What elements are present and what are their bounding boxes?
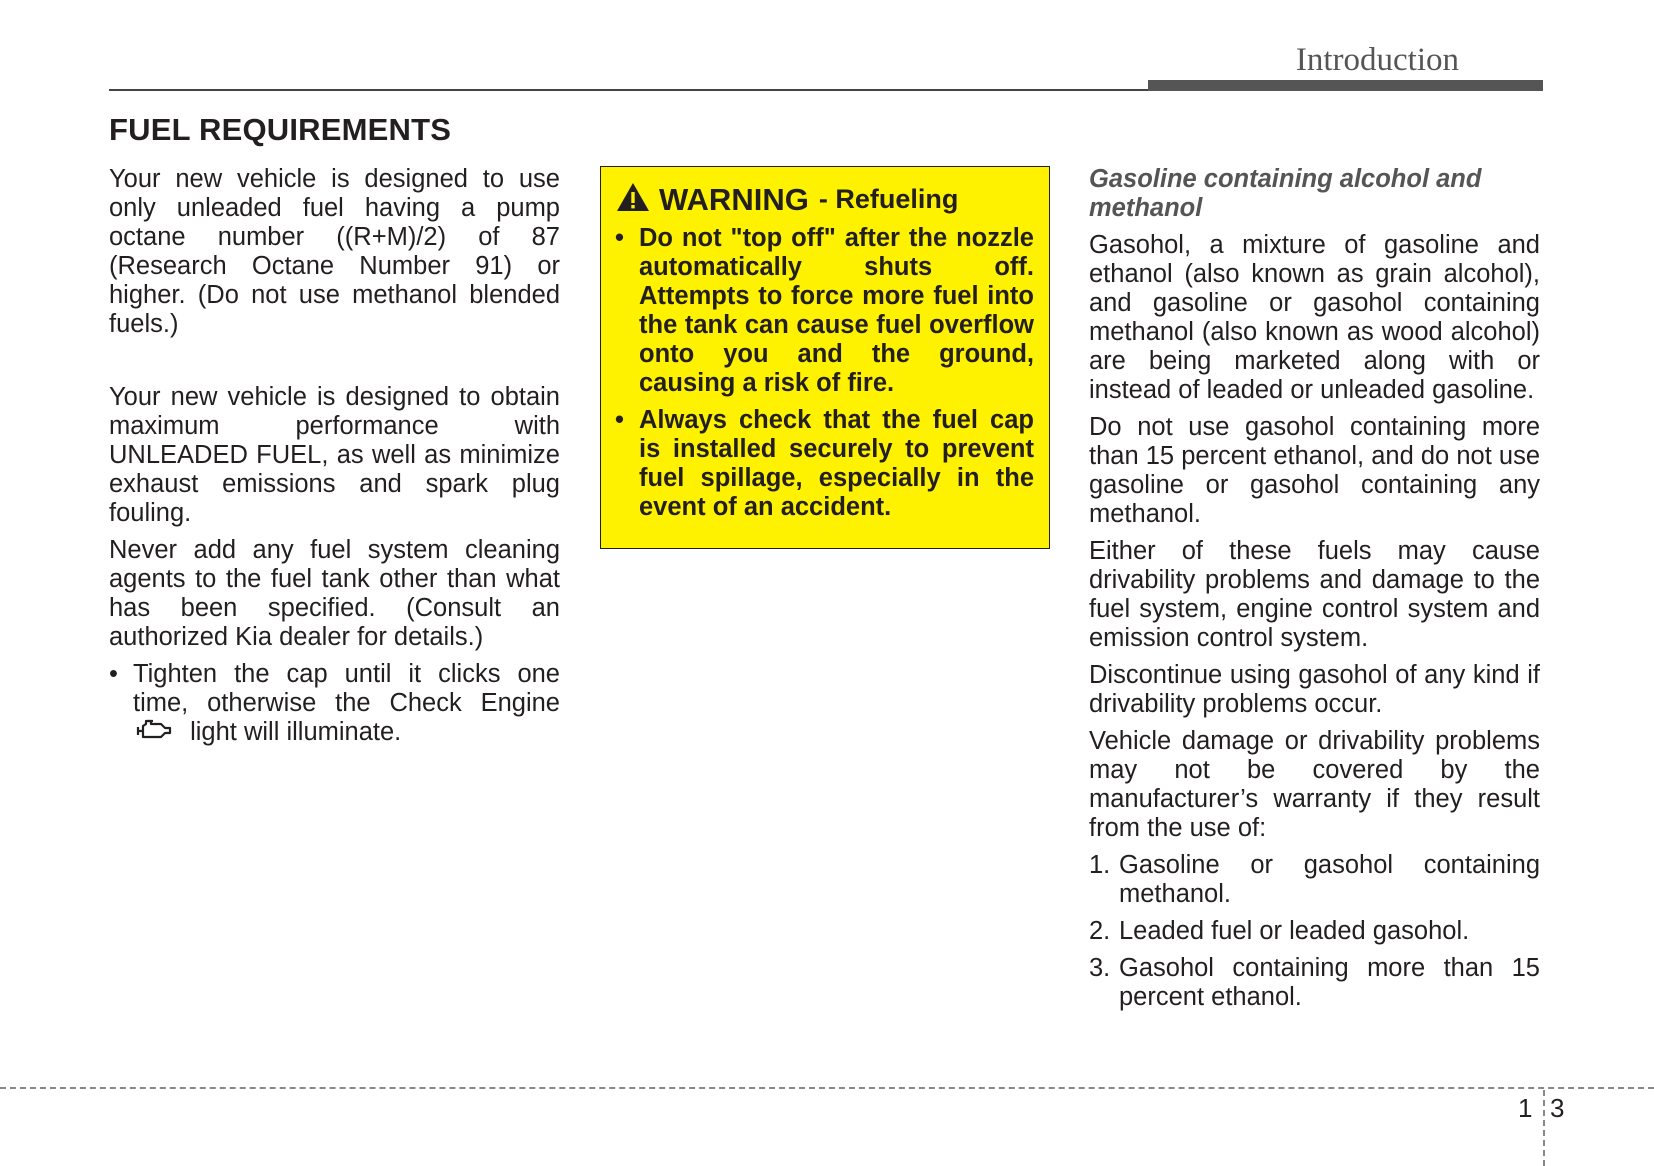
list-text: Gasoline or gasohol containing methanol. (1119, 851, 1540, 908)
check-engine-icon (135, 718, 175, 749)
bullet-item (109, 660, 560, 749)
paragraph: Vehicle damage or drivability problems may not be covered by the manufacturer’s warranty if they result from the use of: (1089, 727, 1540, 842)
footer-dashed-rule (0, 1087, 1654, 1089)
paragraph: Your new vehicle is designed to obtain maximum performance with UNLEADED FUEL, as well as minimize exhaust emissions and spark plug fouling. (109, 383, 560, 527)
warning-label: WARNING (659, 181, 809, 217)
paragraph: Gasohol, a mixture of gasoline and ethanol (also known as grain alcohol), and gasoline or gasohol containing methanol (also known as wood alcohol) are being marketed along with or instead of leaded or unleaded gasoline. (1089, 231, 1540, 404)
bullet-mark: • (615, 406, 624, 434)
bullet-mark: • (109, 660, 118, 688)
paragraph: Do not use gasohol containing more than 15 percent ethanol, and do not use gasoline or gasohol containing any methanol. (1089, 413, 1540, 528)
list-item (1089, 954, 1540, 1012)
header-rule (109, 89, 1148, 91)
warning-item-text: Do not "top off" after the nozzle automatically shuts off. Attempts to force more fuel into the tank can cause fuel overflow onto you and the ground, causing a risk of fire. (639, 224, 1034, 397)
warning-item-text: Always check that the fuel cap is installed securely to prevent fuel spillage, especially in the event of an accident. (639, 406, 1034, 521)
right-column (1089, 165, 1540, 1012)
paragraph: Either of these fuels may cause drivability problems and damage to the fuel system, engine control system and emission control system. (1089, 537, 1540, 652)
warning-item (615, 224, 1034, 398)
header-title: Introduction (1295, 42, 1459, 78)
list-text: Gasohol containing more than 15 percent ethanol. (1119, 954, 1540, 1011)
warning-box (600, 166, 1050, 549)
footer-vertical-divider (1543, 1090, 1545, 1166)
bullet-mark: • (615, 224, 624, 252)
bullet-text-a: Tighten the cap until it clicks one time, otherwise the Check Engine (133, 660, 560, 717)
list-text: Leaded fuel or leaded gasohol. (1119, 917, 1470, 945)
warning-header (615, 181, 1034, 218)
bullet-text (133, 660, 560, 749)
list-number: 2. (1089, 917, 1111, 945)
left-column (109, 165, 560, 749)
page-number: 3 (1550, 1093, 1565, 1123)
list-number: 3. (1089, 954, 1111, 982)
warning-subtitle: - Refueling (818, 184, 959, 214)
subheading: Gasoline containing alcohol and methanol (1089, 165, 1482, 222)
chapter-number: 1 (1518, 1093, 1533, 1123)
list-item (1089, 917, 1540, 946)
header-bar (1148, 80, 1543, 91)
paragraph: Never add any fuel system cleaning agents to the fuel tank other than what has been specified. (Consult an authorized Kia dealer for details.) (109, 536, 560, 651)
warning-triangle-icon (615, 181, 651, 218)
list-item (1089, 851, 1540, 909)
bullet-text-b: light will illuminate. (190, 718, 402, 747)
warning-item (615, 406, 1034, 522)
paragraph: Discontinue using gasohol of any kind if drivability problems occur. (1089, 661, 1540, 718)
paragraph: Your new vehicle is designed to use only unleaded fuel having a pump octane number ((R+M)/2) of 87 (Research Octane Number 91) or higher. (Do not use methanol blended fuels.) (109, 165, 560, 338)
section-title: FUEL REQUIREMENTS (109, 112, 452, 147)
list-number: 1. (1089, 851, 1111, 879)
